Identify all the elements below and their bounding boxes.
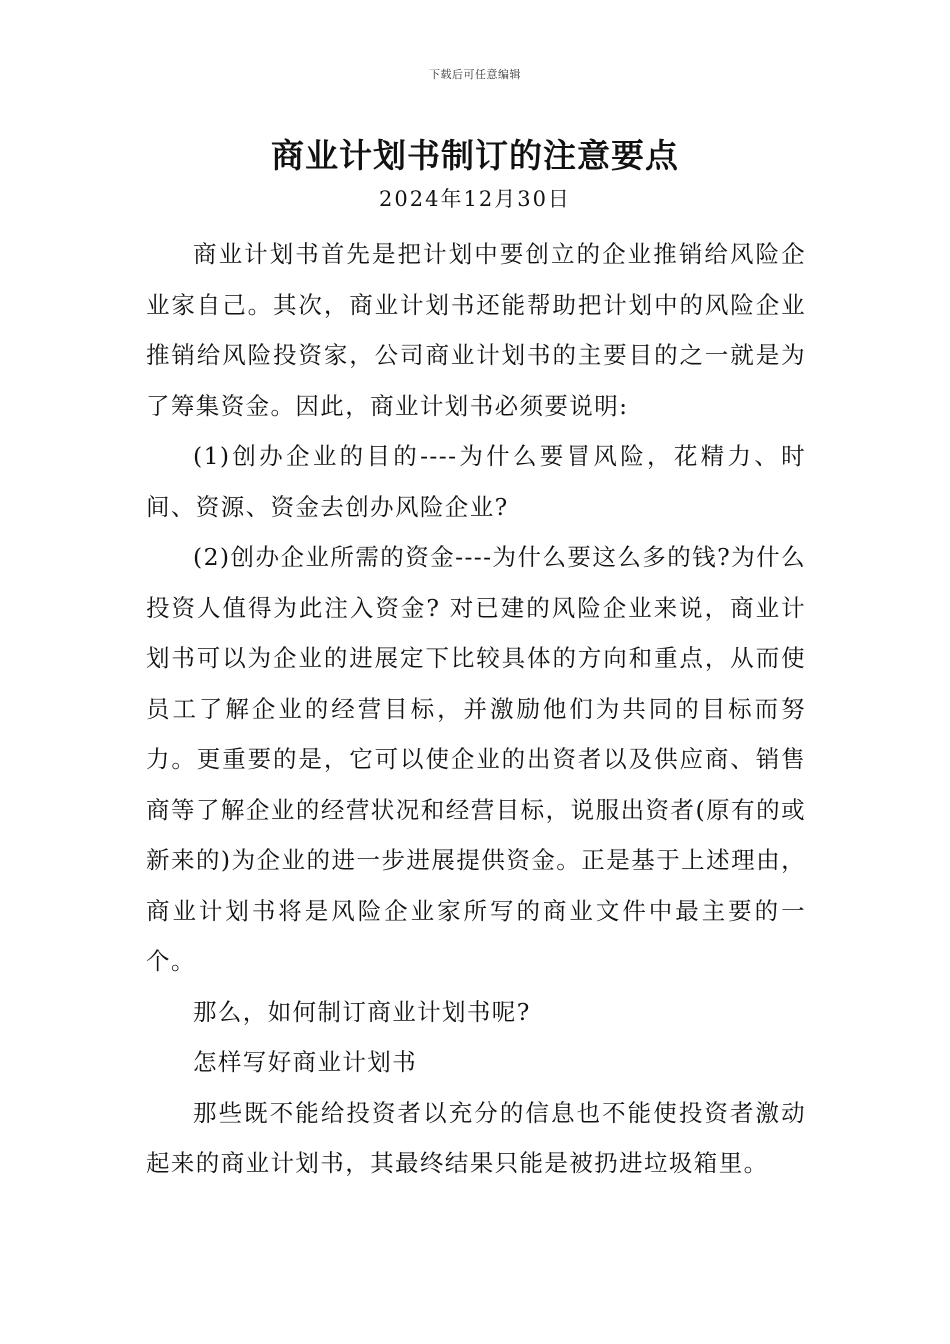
paragraph-point-2: (2)创办企业所需的资金----为什么要这么多的钱?为什么投资人值得为此注入资金? 对已建的风险企业来说，商业计划书可以为企业的进展定下比较具体的方向和重点，从而使员工了解企业的经营目标，并激励他们为共同的目标而努力。更重要的是，它可以使企业的出资者以及供应商、销售商等了解企业的经营状况和经营目标，说服出资者(原有的或新来的)为企业的进一步进展提供资金。正是基于上述理由，商业计划书将是风险企业家所写的商业文件中最主要的一个。 <box>146 543 806 975</box>
document-date: 2024年12月30日 <box>379 187 571 211</box>
paragraph-point-1: (1)创办企业的目的----为什么要冒风险，花精力、时间、资源、资金去创办风险企业? <box>146 442 806 521</box>
document-body <box>146 229 806 1189</box>
document-title: 商业计划书制订的注意要点 <box>271 136 679 175</box>
section-heading: 怎样写好商业计划书 <box>193 1048 418 1076</box>
paragraph-question: 那么，如何制订商业计划书呢? <box>193 997 531 1026</box>
paragraph-conclusion: 那些既不能给投资者以充分的信息也不能使投资者激动起来的商业计划书，其最终结果只能是被扔进垃圾箱里。 <box>146 1098 806 1177</box>
paragraph-intro: 商业计划书首先是把计划中要创立的企业推销给风险企业家自己。其次，商业计划书还能帮助把计划中的风险企业推销给风险投资家，公司商业计划书的主要目的之一就是为了筹集资金。因此，商业计划书必须要说明: <box>146 240 806 420</box>
header-note: 下载后可任意编辑 <box>429 68 521 81</box>
